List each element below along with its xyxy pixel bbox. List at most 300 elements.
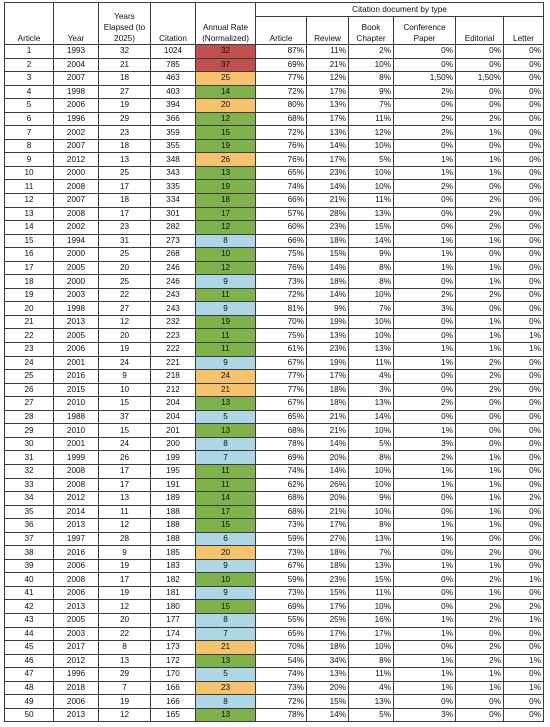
cell-pct-conference-paper: 1% bbox=[394, 343, 456, 357]
cell-article-number: 41 bbox=[5, 586, 54, 600]
cell-pct-article: 72% bbox=[256, 85, 307, 99]
cell-pct-article: 72% bbox=[256, 126, 307, 140]
cell-citation: 394 bbox=[151, 99, 196, 113]
cell-annual-rate: 15 bbox=[196, 126, 256, 140]
cell-pct-book-chapter: 13% bbox=[349, 695, 394, 709]
cell-years-elapsed: 12 bbox=[99, 708, 151, 722]
cell-pct-review: 20% bbox=[307, 492, 349, 506]
cell-annual-rate: 17 bbox=[196, 207, 256, 221]
table-row bbox=[5, 586, 544, 600]
cell-year: 2012 bbox=[54, 492, 99, 506]
cell-years-elapsed: 10 bbox=[99, 383, 151, 397]
table-row bbox=[5, 708, 544, 722]
cell-pct-book-chapter: 7% bbox=[349, 546, 394, 560]
cell-pct-letter: 1% bbox=[504, 681, 544, 695]
cell-pct-book-chapter: 5% bbox=[349, 708, 394, 722]
cell-citation: 195 bbox=[151, 464, 196, 478]
cell-article-number: 14 bbox=[5, 221, 54, 235]
cell-article-number: 32 bbox=[5, 464, 54, 478]
cell-pct-letter: 1% bbox=[504, 613, 544, 627]
cell-year: 2008 bbox=[54, 478, 99, 492]
cell-pct-editorial: 1% bbox=[456, 315, 504, 329]
cell-pct-letter: 0% bbox=[504, 356, 544, 370]
cell-pct-book-chapter: 17% bbox=[349, 627, 394, 641]
cell-year: 2012 bbox=[54, 153, 99, 167]
cell-pct-review: 21% bbox=[307, 424, 349, 438]
cell-article-number: 13 bbox=[5, 207, 54, 221]
cell-pct-letter: 0% bbox=[504, 532, 544, 546]
cell-pct-editorial: 2% bbox=[456, 613, 504, 627]
table-row bbox=[5, 112, 544, 126]
cell-pct-letter: 0% bbox=[504, 505, 544, 519]
header-type-article: Article bbox=[256, 17, 307, 45]
cell-citation: 166 bbox=[151, 681, 196, 695]
cell-pct-article: 67% bbox=[256, 559, 307, 573]
table-row bbox=[5, 343, 544, 357]
cell-years-elapsed: 19 bbox=[99, 343, 151, 357]
cell-citation: 201 bbox=[151, 424, 196, 438]
cell-citation: 785 bbox=[151, 58, 196, 72]
cell-years-elapsed: 17 bbox=[99, 464, 151, 478]
cell-annual-rate: 11 bbox=[196, 329, 256, 343]
cell-years-elapsed: 19 bbox=[99, 695, 151, 709]
cell-pct-letter: 0% bbox=[504, 180, 544, 194]
cell-pct-review: 18% bbox=[307, 397, 349, 411]
cell-annual-rate: 9 bbox=[196, 275, 256, 289]
cell-annual-rate: 13 bbox=[196, 397, 256, 411]
cell-pct-letter: 1% bbox=[504, 654, 544, 668]
cell-pct-editorial: 2% bbox=[456, 288, 504, 302]
cell-pct-book-chapter: 10% bbox=[349, 288, 394, 302]
cell-pct-conference-paper: 0% bbox=[394, 315, 456, 329]
cell-pct-editorial: 0% bbox=[456, 139, 504, 153]
cell-pct-review: 28% bbox=[307, 207, 349, 221]
cell-pct-review: 25% bbox=[307, 613, 349, 627]
cell-annual-rate: 11 bbox=[196, 464, 256, 478]
cell-pct-letter: 0% bbox=[504, 546, 544, 560]
cell-pct-book-chapter: 8% bbox=[349, 72, 394, 86]
table-row bbox=[5, 356, 544, 370]
cell-years-elapsed: 25 bbox=[99, 166, 151, 180]
cell-pct-letter: 1% bbox=[504, 573, 544, 587]
cell-pct-conference-paper: 2% bbox=[394, 112, 456, 126]
cell-pct-conference-paper: 1% bbox=[394, 424, 456, 438]
cell-article-number: 30 bbox=[5, 437, 54, 451]
cell-article-number: 17 bbox=[5, 261, 54, 275]
cell-years-elapsed: 11 bbox=[99, 505, 151, 519]
cell-pct-editorial: 0% bbox=[456, 424, 504, 438]
cell-article-number: 11 bbox=[5, 180, 54, 194]
cell-pct-review: 27% bbox=[307, 532, 349, 546]
cell-pct-letter: 0% bbox=[504, 275, 544, 289]
cell-pct-conference-paper: 1,50% bbox=[394, 72, 456, 86]
cell-pct-editorial: 1,50% bbox=[456, 72, 504, 86]
cell-pct-letter: 2% bbox=[504, 600, 544, 614]
cell-year: 2010 bbox=[54, 424, 99, 438]
cell-pct-review: 15% bbox=[307, 248, 349, 262]
cell-pct-editorial: 1% bbox=[456, 126, 504, 140]
cell-article-number: 7 bbox=[5, 126, 54, 140]
cell-pct-review: 13% bbox=[307, 668, 349, 682]
cell-pct-letter: 0% bbox=[504, 58, 544, 72]
cell-pct-editorial: 1% bbox=[456, 586, 504, 600]
cell-article-number: 28 bbox=[5, 410, 54, 424]
cell-pct-conference-paper: 0% bbox=[394, 45, 456, 59]
cell-pct-conference-paper: 1% bbox=[394, 532, 456, 546]
cell-article-number: 47 bbox=[5, 668, 54, 682]
cell-pct-conference-paper: 3% bbox=[394, 708, 456, 722]
cell-pct-book-chapter: 14% bbox=[349, 410, 394, 424]
cell-years-elapsed: 20 bbox=[99, 613, 151, 627]
cell-year: 1996 bbox=[54, 112, 99, 126]
cell-annual-rate: 19 bbox=[196, 180, 256, 194]
cell-pct-book-chapter: 14% bbox=[349, 234, 394, 248]
cell-pct-conference-paper: 1% bbox=[394, 166, 456, 180]
cell-year: 2018 bbox=[54, 681, 99, 695]
cell-pct-editorial: 0% bbox=[456, 85, 504, 99]
cell-pct-editorial: 0% bbox=[456, 180, 504, 194]
cell-pct-letter: 0% bbox=[504, 85, 544, 99]
cell-annual-rate: 18 bbox=[196, 194, 256, 208]
cell-year: 2002 bbox=[54, 221, 99, 235]
cell-article-number: 33 bbox=[5, 478, 54, 492]
cell-pct-book-chapter: 13% bbox=[349, 207, 394, 221]
cell-years-elapsed: 13 bbox=[99, 153, 151, 167]
cell-pct-review: 17% bbox=[307, 370, 349, 384]
cell-annual-rate: 7 bbox=[196, 451, 256, 465]
table-row bbox=[5, 194, 544, 208]
cell-year: 2003 bbox=[54, 288, 99, 302]
cell-pct-letter: 0% bbox=[504, 126, 544, 140]
cell-years-elapsed: 23 bbox=[99, 221, 151, 235]
cell-article-number: 16 bbox=[5, 248, 54, 262]
cell-annual-rate: 13 bbox=[196, 708, 256, 722]
cell-year: 2013 bbox=[54, 600, 99, 614]
cell-years-elapsed: 20 bbox=[99, 329, 151, 343]
cell-pct-conference-paper: 1% bbox=[394, 261, 456, 275]
cell-pct-conference-paper: 1% bbox=[394, 559, 456, 573]
table-row bbox=[5, 180, 544, 194]
cell-citation: 199 bbox=[151, 451, 196, 465]
table-row bbox=[5, 329, 544, 343]
cell-pct-editorial: 1% bbox=[456, 451, 504, 465]
cell-citation: 173 bbox=[151, 641, 196, 655]
cell-pct-book-chapter: 7% bbox=[349, 302, 394, 316]
cell-pct-book-chapter: 8% bbox=[349, 275, 394, 289]
cell-pct-editorial: 2% bbox=[456, 383, 504, 397]
cell-annual-rate: 6 bbox=[196, 532, 256, 546]
cell-pct-book-chapter: 13% bbox=[349, 343, 394, 357]
cell-pct-book-chapter: 10% bbox=[349, 424, 394, 438]
cell-years-elapsed: 24 bbox=[99, 437, 151, 451]
cell-pct-book-chapter: 10% bbox=[349, 505, 394, 519]
cell-pct-conference-paper: 1% bbox=[394, 478, 456, 492]
table-row bbox=[5, 315, 544, 329]
table-row bbox=[5, 451, 544, 465]
cell-pct-book-chapter: 4% bbox=[349, 370, 394, 384]
cell-pct-review: 23% bbox=[307, 166, 349, 180]
cell-citation: 359 bbox=[151, 126, 196, 140]
cell-citation: 170 bbox=[151, 668, 196, 682]
cell-article-number: 10 bbox=[5, 166, 54, 180]
cell-pct-conference-paper: 1% bbox=[394, 356, 456, 370]
cell-pct-article: 76% bbox=[256, 261, 307, 275]
cell-article-number: 22 bbox=[5, 329, 54, 343]
cell-pct-article: 59% bbox=[256, 532, 307, 546]
cell-annual-rate: 12 bbox=[196, 221, 256, 235]
cell-pct-book-chapter: 10% bbox=[349, 315, 394, 329]
cell-year: 2005 bbox=[54, 329, 99, 343]
cell-annual-rate: 37 bbox=[196, 58, 256, 72]
cell-pct-letter: 0% bbox=[504, 153, 544, 167]
cell-annual-rate: 19 bbox=[196, 315, 256, 329]
cell-pct-book-chapter: 7% bbox=[349, 99, 394, 113]
cell-pct-article: 87% bbox=[256, 45, 307, 59]
cell-pct-editorial: 2% bbox=[456, 356, 504, 370]
cell-year: 2002 bbox=[54, 126, 99, 140]
cell-article-number: 49 bbox=[5, 695, 54, 709]
table-row bbox=[5, 275, 544, 289]
cell-pct-book-chapter: 8% bbox=[349, 654, 394, 668]
cell-pct-review: 18% bbox=[307, 383, 349, 397]
table-row bbox=[5, 85, 544, 99]
cell-pct-editorial: 1% bbox=[456, 492, 504, 506]
cell-citation: 185 bbox=[151, 546, 196, 560]
cell-citation: 222 bbox=[151, 343, 196, 357]
cell-pct-article: 72% bbox=[256, 288, 307, 302]
cell-annual-rate: 12 bbox=[196, 112, 256, 126]
cell-years-elapsed: 12 bbox=[99, 519, 151, 533]
cell-pct-article: 78% bbox=[256, 708, 307, 722]
cell-pct-editorial: 2% bbox=[456, 546, 504, 560]
cell-pct-conference-paper: 1% bbox=[394, 627, 456, 641]
cell-years-elapsed: 15 bbox=[99, 424, 151, 438]
cell-years-elapsed: 13 bbox=[99, 492, 151, 506]
cell-pct-letter: 0% bbox=[504, 397, 544, 411]
cell-annual-rate: 19 bbox=[196, 139, 256, 153]
cell-pct-review: 23% bbox=[307, 221, 349, 235]
cell-annual-rate: 14 bbox=[196, 492, 256, 506]
cell-year: 2008 bbox=[54, 464, 99, 478]
cell-pct-editorial: 2% bbox=[456, 221, 504, 235]
cell-years-elapsed: 37 bbox=[99, 410, 151, 424]
cell-pct-book-chapter: 9% bbox=[349, 492, 394, 506]
cell-pct-conference-paper: 0% bbox=[394, 58, 456, 72]
cell-pct-conference-paper: 0% bbox=[394, 329, 456, 343]
cell-pct-review: 11% bbox=[307, 45, 349, 59]
cell-pct-article: 81% bbox=[256, 302, 307, 316]
cell-pct-review: 13% bbox=[307, 329, 349, 343]
cell-annual-rate: 13 bbox=[196, 654, 256, 668]
cell-pct-review: 21% bbox=[307, 410, 349, 424]
cell-annual-rate: 8 bbox=[196, 695, 256, 709]
cell-year: 1993 bbox=[54, 45, 99, 59]
cell-year: 2005 bbox=[54, 261, 99, 275]
cell-pct-conference-paper: 1% bbox=[394, 519, 456, 533]
citation-table bbox=[4, 2, 544, 722]
cell-pct-review: 20% bbox=[307, 681, 349, 695]
table-row bbox=[5, 424, 544, 438]
cell-pct-book-chapter: 2% bbox=[349, 45, 394, 59]
cell-citation: 165 bbox=[151, 708, 196, 722]
cell-article-number: 42 bbox=[5, 600, 54, 614]
table-row bbox=[5, 519, 544, 533]
cell-year: 2013 bbox=[54, 708, 99, 722]
cell-pct-article: 69% bbox=[256, 600, 307, 614]
cell-pct-editorial: 1% bbox=[456, 519, 504, 533]
cell-pct-article: 77% bbox=[256, 383, 307, 397]
cell-pct-conference-paper: 3% bbox=[394, 437, 456, 451]
cell-year: 2006 bbox=[54, 99, 99, 113]
cell-pct-article: 60% bbox=[256, 221, 307, 235]
cell-year: 2005 bbox=[54, 613, 99, 627]
cell-year: 2008 bbox=[54, 207, 99, 221]
cell-article-number: 38 bbox=[5, 546, 54, 560]
cell-pct-article: 61% bbox=[256, 343, 307, 357]
cell-pct-book-chapter: 13% bbox=[349, 532, 394, 546]
table-row bbox=[5, 641, 544, 655]
cell-pct-review: 15% bbox=[307, 695, 349, 709]
cell-pct-editorial: 0% bbox=[456, 708, 504, 722]
cell-annual-rate: 13 bbox=[196, 424, 256, 438]
cell-citation: 189 bbox=[151, 492, 196, 506]
cell-pct-article: 73% bbox=[256, 275, 307, 289]
cell-years-elapsed: 27 bbox=[99, 302, 151, 316]
cell-pct-conference-paper: 1% bbox=[394, 248, 456, 262]
cell-pct-editorial: 0% bbox=[456, 248, 504, 262]
cell-pct-review: 15% bbox=[307, 586, 349, 600]
cell-citation: 232 bbox=[151, 315, 196, 329]
cell-citation: 174 bbox=[151, 627, 196, 641]
cell-citation: 334 bbox=[151, 194, 196, 208]
cell-pct-article: 68% bbox=[256, 424, 307, 438]
cell-pct-editorial: 1% bbox=[456, 559, 504, 573]
cell-citation: 246 bbox=[151, 275, 196, 289]
cell-citation: 348 bbox=[151, 153, 196, 167]
table-row bbox=[5, 207, 544, 221]
cell-pct-review: 9% bbox=[307, 302, 349, 316]
cell-pct-editorial: 0% bbox=[456, 627, 504, 641]
cell-pct-conference-paper: 1% bbox=[394, 613, 456, 627]
cell-pct-conference-paper: 1% bbox=[394, 668, 456, 682]
header-years-elapsed: Years Elapsed (to 2025) bbox=[99, 3, 151, 45]
table-row bbox=[5, 397, 544, 411]
cell-pct-review: 17% bbox=[307, 112, 349, 126]
cell-pct-letter: 1% bbox=[504, 343, 544, 357]
cell-pct-review: 14% bbox=[307, 708, 349, 722]
cell-article-number: 9 bbox=[5, 153, 54, 167]
cell-article-number: 24 bbox=[5, 356, 54, 370]
cell-article-number: 34 bbox=[5, 492, 54, 506]
cell-pct-letter: 0% bbox=[504, 221, 544, 235]
cell-years-elapsed: 9 bbox=[99, 370, 151, 384]
cell-year: 2003 bbox=[54, 627, 99, 641]
cell-pct-conference-paper: 3% bbox=[394, 302, 456, 316]
cell-year: 2007 bbox=[54, 139, 99, 153]
cell-pct-book-chapter: 11% bbox=[349, 356, 394, 370]
cell-annual-rate: 25 bbox=[196, 72, 256, 86]
cell-years-elapsed: 31 bbox=[99, 234, 151, 248]
cell-article-number: 4 bbox=[5, 85, 54, 99]
cell-pct-article: 77% bbox=[256, 370, 307, 384]
cell-annual-rate: 9 bbox=[196, 559, 256, 573]
cell-years-elapsed: 12 bbox=[99, 315, 151, 329]
cell-citation: 218 bbox=[151, 370, 196, 384]
cell-pct-editorial: 2% bbox=[456, 654, 504, 668]
cell-citation: 268 bbox=[151, 248, 196, 262]
cell-years-elapsed: 25 bbox=[99, 248, 151, 262]
cell-years-elapsed: 32 bbox=[99, 45, 151, 59]
cell-years-elapsed: 29 bbox=[99, 112, 151, 126]
cell-pct-review: 17% bbox=[307, 600, 349, 614]
cell-pct-letter: 0% bbox=[504, 410, 544, 424]
table-row bbox=[5, 221, 544, 235]
cell-pct-book-chapter: 8% bbox=[349, 261, 394, 275]
cell-pct-conference-paper: 0% bbox=[394, 641, 456, 655]
cell-years-elapsed: 22 bbox=[99, 288, 151, 302]
cell-pct-book-chapter: 4% bbox=[349, 681, 394, 695]
cell-pct-editorial: 2% bbox=[456, 194, 504, 208]
cell-years-elapsed: 8 bbox=[99, 641, 151, 655]
cell-article-number: 36 bbox=[5, 519, 54, 533]
table-row bbox=[5, 261, 544, 275]
table-row bbox=[5, 573, 544, 587]
cell-pct-letter: 0% bbox=[504, 519, 544, 533]
cell-pct-letter: 0% bbox=[504, 424, 544, 438]
cell-years-elapsed: 21 bbox=[99, 58, 151, 72]
table-row bbox=[5, 166, 544, 180]
cell-pct-editorial: 2% bbox=[456, 112, 504, 126]
cell-citation: 243 bbox=[151, 288, 196, 302]
cell-year: 1999 bbox=[54, 451, 99, 465]
cell-pct-review: 18% bbox=[307, 234, 349, 248]
cell-annual-rate: 9 bbox=[196, 302, 256, 316]
cell-annual-rate: 17 bbox=[196, 505, 256, 519]
table-row bbox=[5, 681, 544, 695]
cell-annual-rate: 12 bbox=[196, 261, 256, 275]
cell-pct-review: 21% bbox=[307, 505, 349, 519]
cell-pct-book-chapter: 13% bbox=[349, 559, 394, 573]
cell-pct-editorial: 2% bbox=[456, 641, 504, 655]
cell-years-elapsed: 17 bbox=[99, 573, 151, 587]
cell-pct-conference-paper: 1% bbox=[394, 681, 456, 695]
cell-pct-editorial: 2% bbox=[456, 573, 504, 587]
cell-year: 2013 bbox=[54, 519, 99, 533]
table-row bbox=[5, 627, 544, 641]
cell-pct-book-chapter: 10% bbox=[349, 180, 394, 194]
cell-pct-review: 19% bbox=[307, 356, 349, 370]
cell-pct-letter: 0% bbox=[504, 478, 544, 492]
cell-pct-editorial: 1% bbox=[456, 505, 504, 519]
cell-pct-editorial: 0% bbox=[456, 695, 504, 709]
cell-citation: 366 bbox=[151, 112, 196, 126]
cell-citation: 181 bbox=[151, 586, 196, 600]
cell-years-elapsed: 18 bbox=[99, 139, 151, 153]
cell-pct-conference-paper: 0% bbox=[394, 600, 456, 614]
cell-citation: 403 bbox=[151, 85, 196, 99]
cell-year: 2006 bbox=[54, 695, 99, 709]
cell-citation: 223 bbox=[151, 329, 196, 343]
cell-pct-book-chapter: 10% bbox=[349, 329, 394, 343]
cell-annual-rate: 21 bbox=[196, 383, 256, 397]
cell-citation: 188 bbox=[151, 532, 196, 546]
cell-pct-book-chapter: 16% bbox=[349, 613, 394, 627]
cell-year: 2001 bbox=[54, 356, 99, 370]
cell-pct-editorial: 1% bbox=[456, 166, 504, 180]
cell-pct-editorial: 1% bbox=[456, 478, 504, 492]
cell-years-elapsed: 19 bbox=[99, 559, 151, 573]
cell-pct-book-chapter: 10% bbox=[349, 478, 394, 492]
